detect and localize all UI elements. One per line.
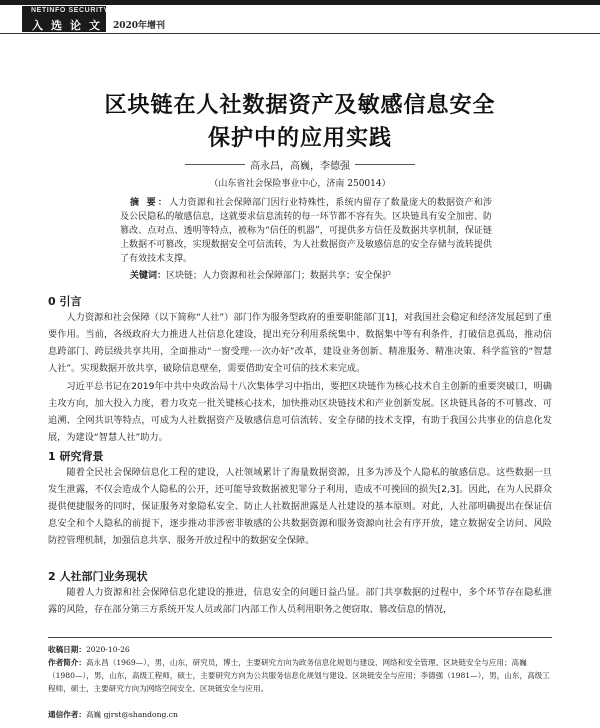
affiliation: （山东省社会保险事业中心，济南 250014） bbox=[209, 179, 391, 189]
author-dash-right bbox=[355, 164, 415, 165]
section-heading: 2 人社部门业务现状 bbox=[48, 570, 148, 583]
keywords bbox=[130, 268, 492, 281]
body-paragraph: 随着人力资源和社会保障信息化建设的推进，信息安全的问题日益凸显。部门共享数据的过程中，多个环节存在隐私泄露的风险，存在部分第三方系统开发人员或部门内部工作人员利用职务之便窃取、篡改信息的情况， bbox=[48, 587, 552, 615]
footnote-text: 2020-10-26 bbox=[85, 645, 130, 654]
section-heading: 0 引言 bbox=[48, 295, 82, 308]
header-rule bbox=[0, 33, 600, 34]
author-list: 高永昌，高巍，李德强 bbox=[250, 161, 350, 172]
body-paragraph: 习近平总书记在2019年中共中央政治局十八次集体学习中指出，要把区块链作为核心技术自主创新的重要突破口，明确主攻方向，加大投入力度，着力攻克一批关键核心技术，加快推动区块链技术和产业创新发展。区块链具备的不可篡改、可追溯、全网共识等特点，可成为人社数据资产及敏感信息可信流转、安全存储的技术支撑，有助于我国公共事业的信息化发展，为建设“智慧人社”助力。 bbox=[48, 381, 552, 443]
magazine-name: NETINFO SECURITY bbox=[31, 7, 109, 14]
section-heading: 1 研究背景 bbox=[48, 450, 104, 463]
body-paragraph: 随着全民社会保障信息化工程的建设，人社领域累计了海量数据资源，且多为涉及个人隐私的敏感信息。这些数据一旦发生泄露，不仅会造成个人隐私的公开，还可能导致数据被犯罪分子利用，造成不可挽回的损失[2,3]。因此，在为人民群众提供便捷服务的同时，保证服务对象隐私安全、防止人社数据泄露是人社建设的基本原则。对此，人社部明确提出在保证信息安全和个人隐私的前提下，逐步推动非涉密非敏感的公共数据资源和服务资源向社会有序开放，建立数据安全访问、风险防控管理机制，加强信息共享、服务开放过程中的数据安全保障。 bbox=[48, 467, 552, 546]
abstract bbox=[120, 196, 492, 266]
header-top-bar bbox=[0, 0, 600, 5]
footnote-label: 通信作者： bbox=[48, 710, 86, 719]
abstract-label: 摘 要： bbox=[130, 198, 170, 208]
keywords-label: 关键词： bbox=[130, 271, 167, 281]
section-tab bbox=[22, 6, 109, 32]
body-paragraph: 人力资源和社会保障（以下简称“人社”）部门作为服务型政府的重要职能部门[1]，对我国社会稳定和经济发展起到了重要作用。当前，各级政府大力推进人社信息化建设，提出充分利用系统集中、数据集中等有利条件，打破信息孤岛，推动信息跨部门、跨层级共享共用，全面推动“一窗受理·一次办好”改革，建设业务创新、精准服务、精准决策、科学监管的“智慧人社”。实现数据开放共享，破除信息壁垒，需要借助安全可信的技术来完成。 bbox=[48, 312, 552, 374]
issue-label: 2020年增刊 bbox=[113, 21, 166, 31]
footnote-rule bbox=[48, 637, 552, 638]
footnote-received bbox=[48, 643, 552, 656]
footnote-corresponding-author bbox=[48, 708, 552, 721]
paper-title-line-2: 保护中的应用实践 bbox=[207, 126, 392, 151]
paper-title-line-1: 区块链在人社数据资产及敏感信息安全 bbox=[104, 93, 496, 118]
footnote-label: 收稿日期： bbox=[48, 645, 86, 654]
keywords-text: 区块链；人力资源和社会保障部门；数据共享；安全保护 bbox=[166, 271, 392, 281]
column-name: 入选论文 bbox=[32, 19, 108, 32]
footnote-text: 高巍 gjrst@shandong.cn bbox=[85, 710, 178, 719]
footnote-author-bio bbox=[48, 656, 552, 695]
abstract-text: 人力资源和社会保障部门因行业特殊性，系统内留存了数量庞大的数据资产和涉及公民隐私的敏感信息，这就要求信息流转的每一环节都不容有失。区块链具有安全加密、防篡改、点对点、透明等特点，被称为“信任的机器”，可提供多方信任及数据共享机制，保证链上数据不可篡改，实现数据安全可信流转，为人社数据资产及敏感信息的安全存储与流转提供了有效技术支撑。 bbox=[120, 198, 492, 264]
footnote-text: 高永昌（1969—），男，山东，研究员，博士，主要研究方向为政务信息化规划与建设、网络和安全管理、区块链安全与应用；高巍（1980—），男，山东，高级工程师，硕士，主要研究方向为公共服务信息化规划与建设、区块链安全与应用；李德强（1981—），男，山东，高级工程师，硕士，主要研究方向为网络空间安全、区块链安全与应用。 bbox=[48, 658, 550, 693]
footnote-label: 作者简介： bbox=[48, 658, 86, 667]
